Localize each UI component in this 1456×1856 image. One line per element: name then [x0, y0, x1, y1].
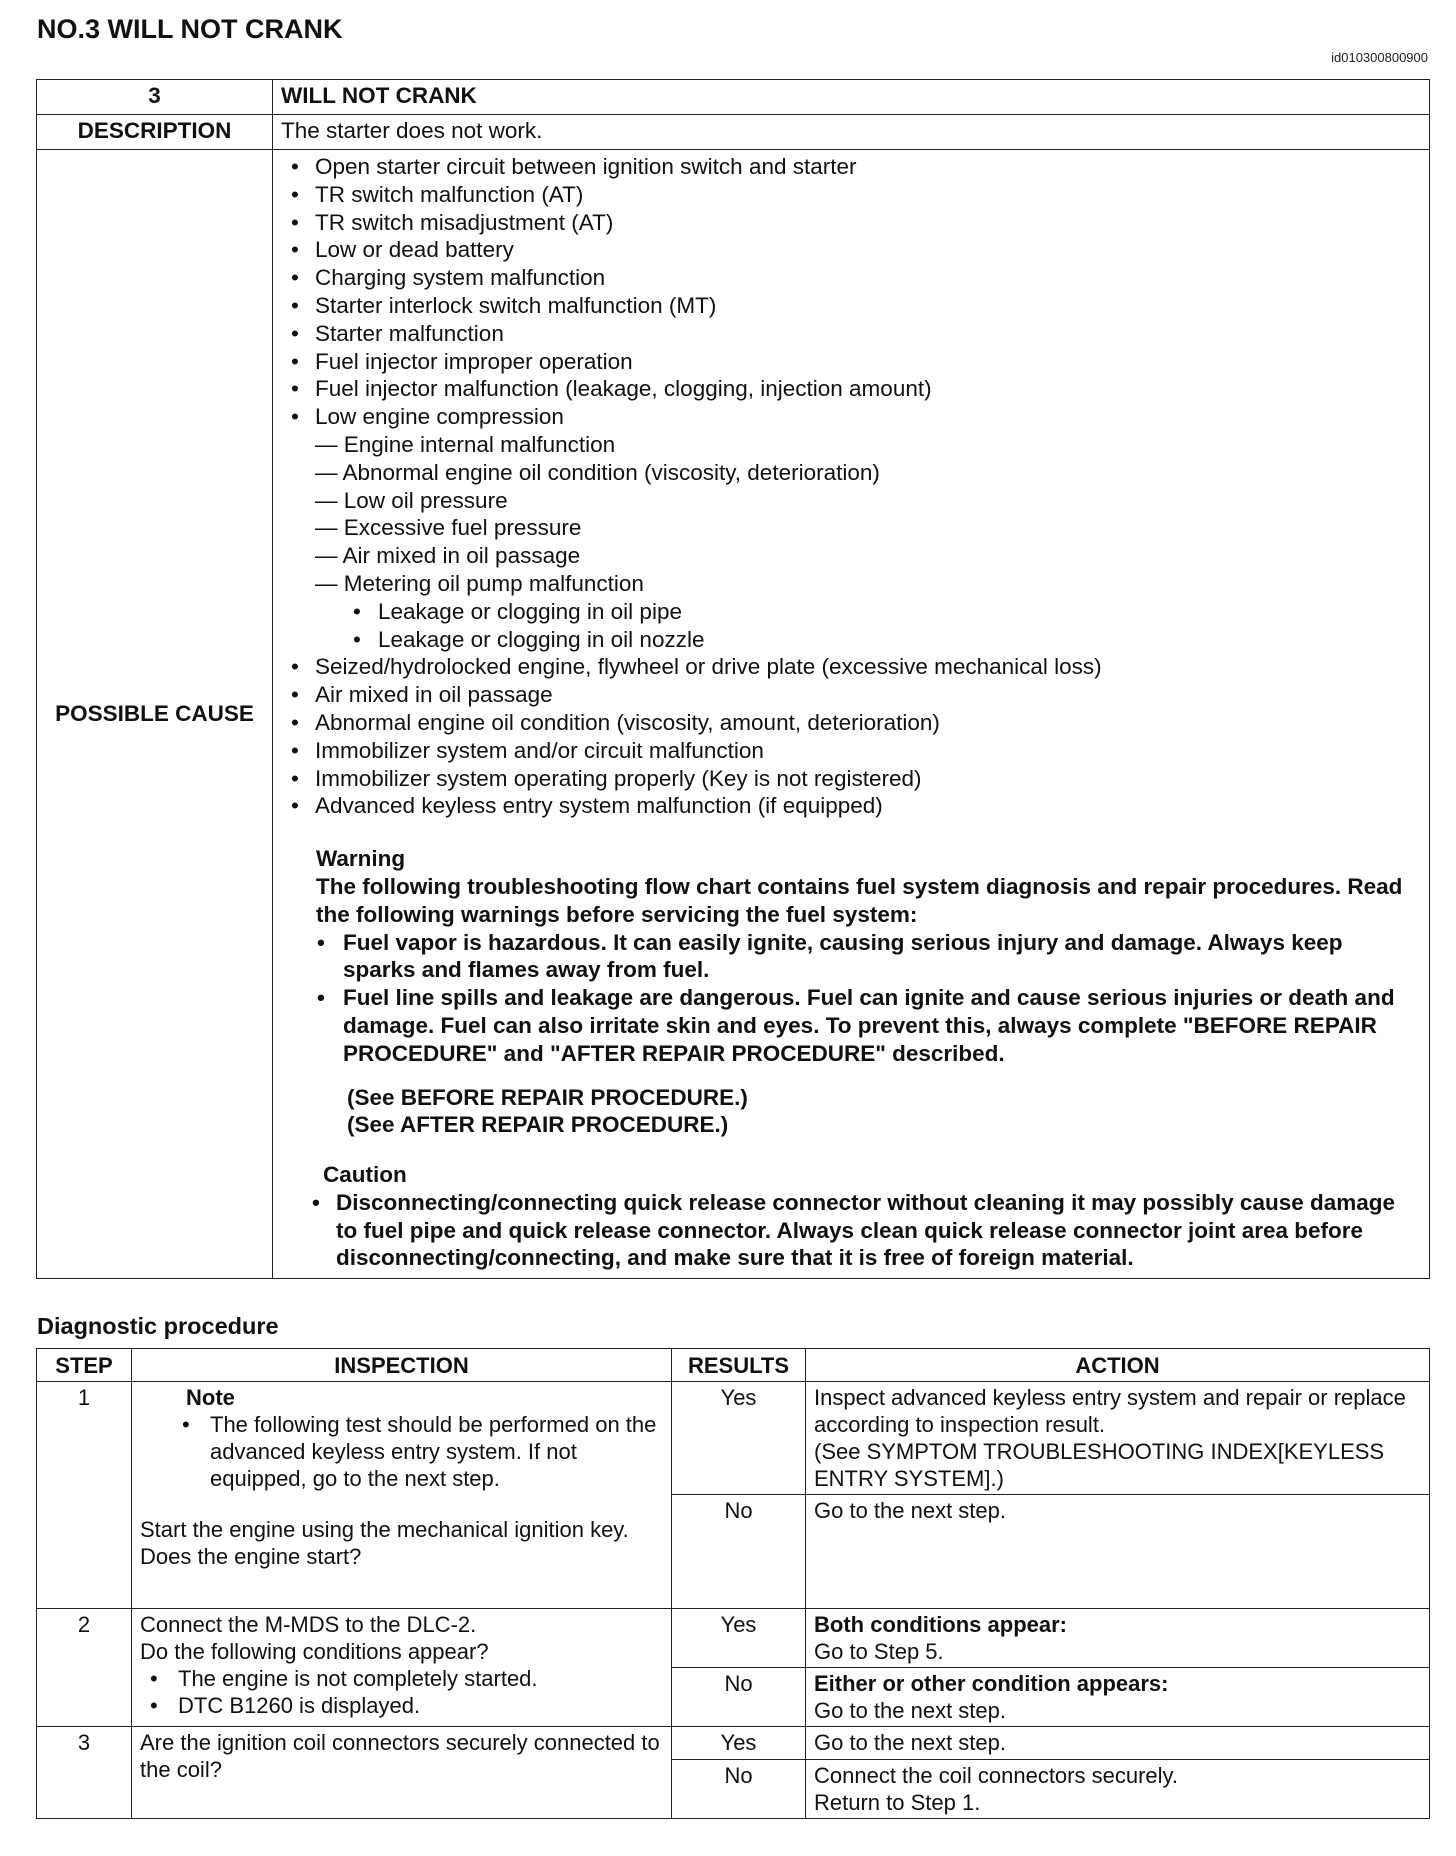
cause-item: • Abnormal engine oil condition (viscosity, amount, deterioration): [281, 709, 1421, 737]
action-line: Go to the next step.: [814, 1698, 1007, 1723]
caution-title: Caution: [323, 1162, 407, 1188]
cause-subitem: — Metering oil pump malfunction: [315, 570, 644, 596]
possible-cause-cell: [273, 150, 1430, 1279]
step-inspection: [132, 1727, 672, 1819]
step-1-yes-row: [37, 1382, 1430, 1495]
warning-text: The following troubleshooting flow chart contains fuel system diagnosis and repair procedures. Read the following warnings before servicing the fuel system:: [316, 873, 1403, 927]
cause-item: • Fuel injector malfunction (leakage, clogging, injection amount): [281, 375, 1421, 403]
description-label: DESCRIPTION: [37, 115, 273, 150]
cause-item: • Advanced keyless entry system malfunction (if equipped): [281, 792, 1421, 820]
cause-item: • Seized/hydrolocked engine, flywheel or drive plate (excessive mechanical loss): [281, 653, 1421, 681]
inspection-line: Do the following conditions appear?: [140, 1639, 489, 1664]
see-after-repair-link[interactable]: (See AFTER REPAIR PROCEDURE.): [347, 1112, 729, 1138]
result-no: No: [672, 1495, 806, 1609]
action-title: Either or other condition appears:: [814, 1671, 1169, 1696]
step-inspection: [132, 1609, 672, 1727]
page-title: NO.3 WILL NOT CRANK: [37, 14, 343, 44]
description-row: [37, 115, 1430, 150]
note-item: • The following test should be performed on the advanced keyless entry system. If not equipped, go to the next step.: [140, 1411, 663, 1492]
inspection-line: Start the engine using the mechanical ignition key.: [140, 1517, 629, 1542]
see-before-repair-link[interactable]: (See BEFORE REPAIR PROCEDURE.): [347, 1084, 748, 1110]
cause-subsubitem: • Leakage or clogging in oil pipe: [281, 598, 1421, 626]
action-cell: [806, 1727, 1430, 1760]
possible-cause-row: [37, 150, 1430, 1279]
cause-subitem: — Air mixed in oil passage: [315, 543, 581, 569]
action-cell: [806, 1382, 1430, 1495]
header-step: STEP: [37, 1349, 132, 1382]
action-line: Go to the next step.: [814, 1730, 1007, 1755]
cause-subitem: — Abnormal engine oil condition (viscosity, deterioration): [315, 459, 880, 485]
possible-cause-label: POSSIBLE CAUSE: [37, 150, 273, 1279]
action-line: Inspect advanced keyless entry system and repair or replace according to inspection result.: [814, 1385, 1406, 1437]
note-title: Note: [186, 1385, 235, 1410]
cause-item: • TR switch malfunction (AT): [281, 181, 1421, 209]
action-cell: [806, 1609, 1430, 1668]
cause-item: • Starter malfunction: [281, 320, 1421, 348]
result-yes: Yes: [672, 1727, 806, 1760]
result-yes: Yes: [672, 1382, 806, 1495]
summary-header-row: [37, 80, 1430, 115]
header-action: ACTION: [806, 1349, 1430, 1382]
see-references: [316, 1084, 1421, 1140]
header-inspection: INSPECTION: [132, 1349, 672, 1382]
cause-subitem: — Engine internal malfunction: [315, 431, 616, 457]
cause-item: • Immobilizer system and/or circuit malfunction: [281, 737, 1421, 765]
description-text: The starter does not work.: [273, 115, 1430, 150]
warning-title: Warning: [316, 846, 406, 872]
cause-item: • Immobilizer system operating properly (Key is not registered): [281, 765, 1421, 793]
step-2-yes-row: [37, 1609, 1430, 1668]
cause-item: • Low or dead battery: [281, 236, 1421, 264]
cause-item: • Charging system malfunction: [281, 264, 1421, 292]
symptom-heading: WILL NOT CRANK: [273, 80, 1430, 115]
inspection-question: [140, 1516, 663, 1570]
diagnostic-table: [36, 1348, 1430, 1819]
action-line: Connect the coil connectors securely.: [814, 1763, 1178, 1788]
step-number: 2: [37, 1609, 132, 1727]
caution-block: [281, 1161, 1421, 1272]
inspection-line: Are the ignition coil connectors securely connected to the coil?: [140, 1730, 660, 1782]
cause-item: • Starter interlock switch malfunction (MT): [281, 292, 1421, 320]
step-number: 1: [37, 1382, 132, 1609]
step-3-yes-row: [37, 1727, 1430, 1760]
action-title: Both conditions appear:: [814, 1612, 1067, 1637]
result-no: No: [672, 1668, 806, 1727]
cause-subitem: — Excessive fuel pressure: [315, 515, 582, 541]
inspection-line: Does the engine start?: [140, 1544, 362, 1569]
cause-item: • TR switch misadjustment (AT): [281, 209, 1421, 237]
warning-item: • Fuel line spills and leakage are dangerous. Fuel can ignite and cause serious injuries or death and damage. Fuel can also irritate skin and eyes. To prevent this, always complete "BEFORE REPAIR PROCEDURE" and "AFTER REPAIR PROCEDURE" described.: [312, 984, 1421, 1067]
action-cell: [806, 1668, 1430, 1727]
inspection-line: Connect the M-MDS to the DLC-2.: [140, 1612, 477, 1637]
condition-item: • The engine is not completely started.: [140, 1665, 663, 1692]
result-no: No: [672, 1760, 806, 1819]
cause-item: • Air mixed in oil passage: [281, 681, 1421, 709]
action-line: Go to Step 5.: [814, 1639, 944, 1664]
action-line: Return to Step 1.: [814, 1790, 981, 1815]
cause-item: • Open starter circuit between ignition switch and starter: [281, 153, 1421, 181]
diagnostic-procedure-title: Diagnostic procedure: [37, 1313, 279, 1339]
summary-table: [36, 79, 1430, 1279]
cause-item: • Low engine compression: [281, 403, 1421, 431]
header-results: RESULTS: [672, 1349, 806, 1382]
action-cell: [806, 1760, 1430, 1819]
cause-subsubitem: • Leakage or clogging in oil nozzle: [281, 626, 1421, 654]
warning-item: • Fuel vapor is hazardous. It can easily ignite, causing serious injury and damage. Always keep sparks and flames away from fuel.: [312, 929, 1421, 985]
cause-list: [281, 153, 1421, 820]
document-id: id010300800900: [1331, 50, 1428, 65]
symptom-number: 3: [37, 80, 273, 115]
cause-subitem: — Low oil pressure: [315, 487, 508, 513]
warning-block: [281, 845, 1421, 1139]
condition-item: • DTC B1260 is displayed.: [140, 1692, 663, 1719]
see-symptom-index-link[interactable]: (See SYMPTOM TROUBLESHOOTING INDEX[KEYLESS ENTRY SYSTEM].): [814, 1439, 1385, 1491]
caution-item: • Disconnecting/connecting quick release connector without cleaning it may possibly cause damage to fuel pipe and quick release connector. Always clean quick release connector joint area before disconnecting/connecting, and make sure that it is free of foreign material.: [312, 1189, 1421, 1272]
diagnostic-header-row: [37, 1349, 1430, 1382]
action-cell: [806, 1495, 1430, 1609]
result-yes: Yes: [672, 1609, 806, 1668]
step-inspection: [132, 1382, 672, 1609]
cause-item: • Fuel injector improper operation: [281, 348, 1421, 376]
step-number: 3: [37, 1727, 132, 1819]
action-line: Go to the next step.: [814, 1498, 1007, 1523]
